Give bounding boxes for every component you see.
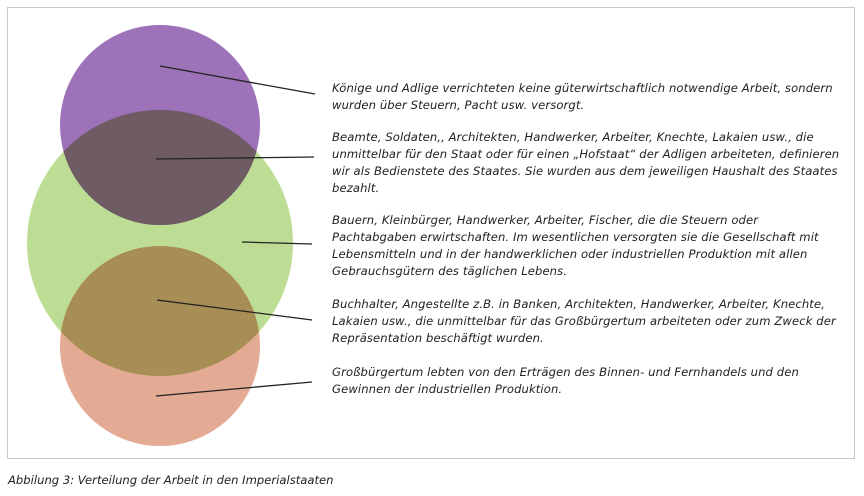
description-bourgeois-servants: Buchhalter, Angestellte z.B. in Banken, Architekten, Handwerker, Arbeiter, Knechte, Lakaien usw., die unmittelbar für das Großbürgertum arbeiteten oder zum Zweck der Repräsentation beschäftigt wurden. (332, 297, 836, 345)
description-bourgeoisie: Großbürgertum lebten von den Erträgen des Binnen- und Fernhandels und den Gewinnen der industriellen Produktion. (332, 365, 799, 396)
figure-caption: Abbilung 3: Verteilung der Arbeit in den Imperialstaaten (8, 473, 334, 487)
description-producers: Bauern, Kleinbürger, Handwerker, Arbeiter, Fischer, die die Steuern oder Pachtabgaben erwirtschaften. Im wesentlichen versorgten sie die Gesellschaft mit Lebensmitteln und in der handwerklichen oder industriellen Produktion mit allen Gebrauchsgütern des täglichen Lebens. (332, 213, 819, 278)
description-state-servants: Beamte, Soldaten,, Architekten, Handwerker, Arbeiter, Knechte, Lakaien usw., die unmittelbar für den Staat oder für einen „Hofstaat“ der Adligen arbeiteten, definieren wir als Bedienstete des Staates. Sie wurden aus dem jeweiligen Haushalt des Staates bezahlt. (332, 130, 840, 195)
description-kings-nobles: Könige und Adlige verrichteten keine güterwirtschaftlich notwendige Arbeit, sondern wurden über Steuern, Pacht usw. versorgt. (332, 81, 833, 112)
